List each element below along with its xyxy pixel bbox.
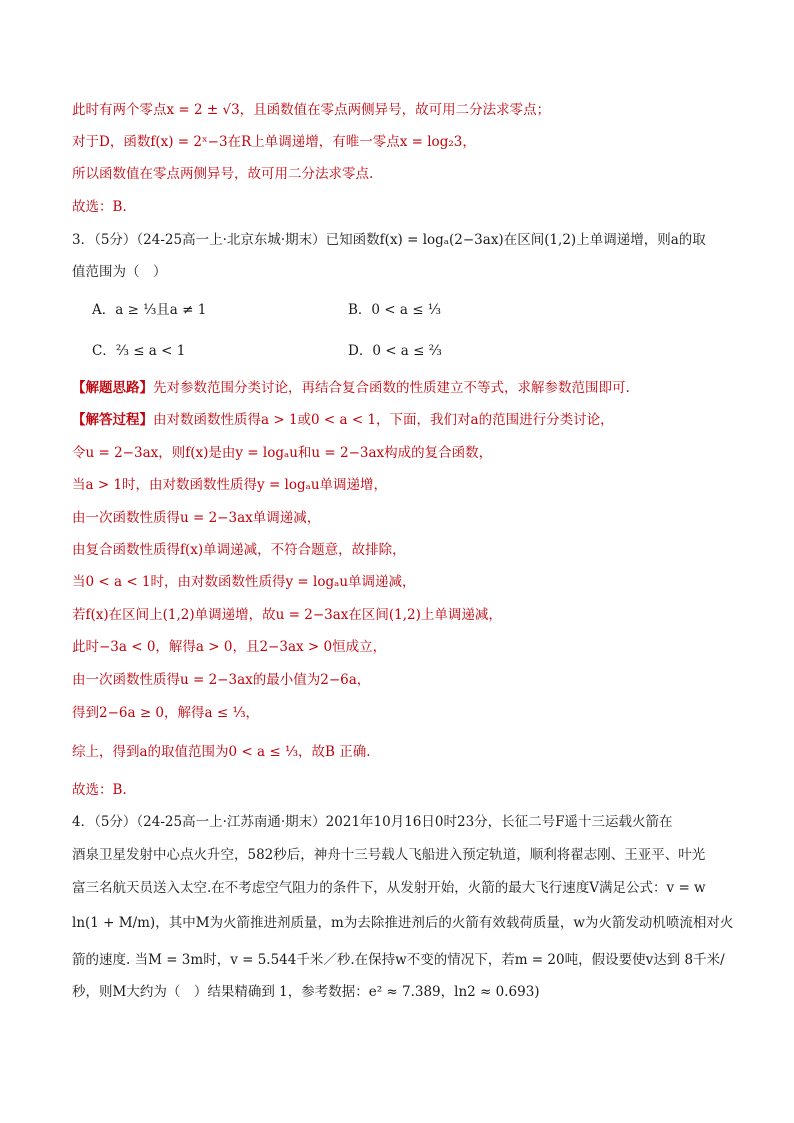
prev-answer: 故选：B.	[72, 199, 127, 215]
q3-process-line: 综上，得到a的取值范围为0 < a ≤ ⅓，故B 正确.	[72, 744, 371, 760]
q4-line: 酒泉卫星发射中心点火升空，582秒后，神舟十三号载人飞船进入预定轨道，顺利将翟志刚、王亚平、叶光	[72, 847, 706, 863]
q3-process-line: 令u = 2−3ax，则f(x)是由y = logₐu和u = 2−3ax构成的复合函数，	[72, 445, 493, 461]
q3-process-line: 当0 < a < 1时，由对数函数性质得y = logₐu单调递减，	[72, 574, 416, 590]
q3-idea-text: 先对参数范围分类讨论，再结合复合函数的性质建立不等式，求解参数范围即可.	[153, 380, 630, 396]
q3-process-line: 由复合函数性质得f(x)单调递减，不符合题意，故排除，	[72, 542, 406, 558]
q4-line: ln(1 + M/m)，其中M为火箭推进剂质量，m为去除推进剂后的火箭有效载荷质量，w为火箭发动机喷流相对火	[72, 915, 734, 931]
q3-process-line-1: 由对数函数性质得a > 1或0 < a < 1，下面，我们对a的范围进行分类讨论，	[153, 412, 614, 428]
q3-option-d: D．0 < a ≤ ⅔	[348, 343, 442, 359]
q4-line: 富三名航天员送入太空.在不考虑空气阻力的条件下，从发射开始，火箭的最大飞行速度V满足公式：v = w	[72, 880, 706, 896]
q3-process-line: 当a > 1时，由对数函数性质得y = logₐu单调递增，	[72, 477, 388, 493]
prev-solution-line-2: 对于D，函数f(x) = 2ˣ−3在R上单调递增，有唯一零点x = log₂3，	[72, 134, 476, 150]
q3-process-line: 由一次函数性质得u = 2−3ax的最小值为2−6a，	[72, 672, 371, 688]
q3-process-line: 若f(x)在区间上(1,2)单调递增，故u = 2−3ax在区间(1,2)上单调递减，	[72, 607, 502, 623]
q3-process-line: 由一次函数性质得u = 2−3ax单调递减，	[72, 510, 321, 526]
q3-process-line: 此时−3a < 0，解得a > 0，且2−3ax > 0恒成立，	[72, 639, 387, 655]
q4-line: 秒，则M大约为（ ）结果精确到 1，参考数据：e² ≈ 7.389，ln2 ≈ 0.693)	[72, 984, 540, 1000]
q3-answer: 故选：B.	[72, 782, 127, 798]
q3-process-line: 得到2−6a ≥ 0，解得a ≤ ⅓，	[72, 705, 260, 721]
q3-idea	[72, 378, 630, 398]
q3-stem-line-2: 值范围为（ ）	[72, 264, 167, 280]
q3-idea-tag: 【解题思路】	[72, 380, 153, 396]
q4-line: 箭的速度. 当M = 3m时，v = 5.544千米／秒.在保持w不变的情况下，若m = 20吨，假设要使v达到 8千米/	[72, 952, 725, 968]
q3-stem-line-1: 3．（5分）（24-25高一上·北京东城·期末）已知函数f(x) = logₐ(2−3ax)在区间(1,2)上单调递增，则a的取	[72, 232, 706, 248]
q3-option-b: B．0 < a ≤ ⅓	[348, 302, 441, 318]
prev-solution-line-1: 此时有两个零点x = 2 ± √3，且函数值在零点两侧异号，故可用二分法求零点；	[72, 102, 551, 118]
q3-option-a: A．a ≥ ⅓且a ≠ 1	[92, 302, 207, 318]
q3-process-first	[72, 410, 614, 430]
q4-line: 4．（5分）（24-25高一上·江苏南通·期末）2021年10月16日0时23分，长征二号F遥十三运载火箭在	[72, 814, 673, 830]
q3-option-c: C．⅔ ≤ a < 1	[92, 343, 186, 359]
q3-process-tag: 【解答过程】	[72, 412, 153, 428]
prev-solution-line-3: 所以函数值在零点两侧异号，故可用二分法求零点.	[72, 166, 374, 182]
